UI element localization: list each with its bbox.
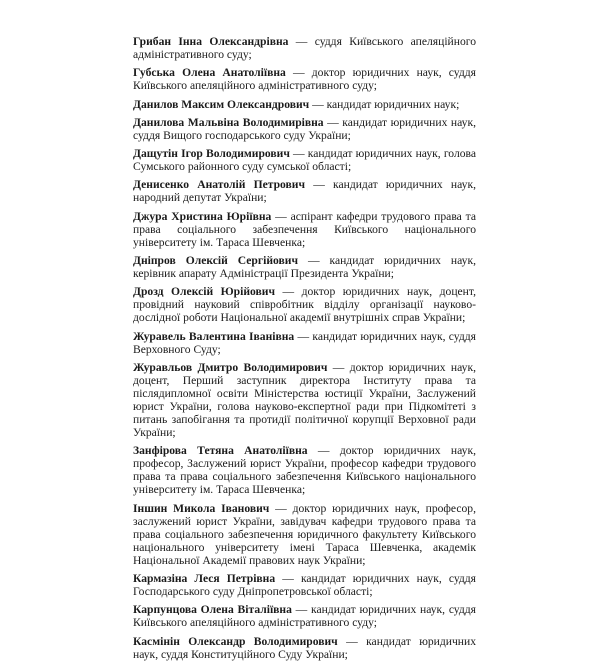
list-item: [133, 66, 476, 92]
person-name: Дащутін Ігор Володимирович: [133, 147, 290, 161]
person-description: доктор юридичних наук, професор, заслужений юрист України, завідувач кафедри трудового права та права соціального забезпечення юридичного факультету Київського національного університету імені Тараса Шевченка, академік Національної Академії правових наук України;: [133, 501, 477, 567]
separator-dash: —: [291, 603, 311, 617]
person-description: кандидат юридичних наук, суддя Конституційного Суду України;: [133, 634, 477, 661]
separator-dash: —: [294, 329, 313, 343]
person-description: кандидат юридичних наук, суддя Київського апеляційного адміністративного суду;: [133, 603, 477, 630]
person-description: кандидат юридичних наук, керівник апарату Адміністрації Президента України;: [133, 253, 476, 281]
list-item: [133, 178, 476, 204]
person-name: Денисенко Анатолій Петрович: [133, 178, 306, 192]
list-item: [133, 210, 476, 249]
person-description: доктор юридичних наук, доцент, провідний науковий співробітник відділу організації науково-дослідної роботи Національної академії внутрішніх справ України;: [133, 285, 476, 325]
separator-dash: —: [327, 360, 350, 374]
list-item: [133, 285, 476, 324]
person-description: кандидат юридичних наук, суддя Господарського суду Дніпропетровської області;: [133, 572, 477, 599]
separator-dash: —: [275, 285, 302, 299]
person-name: Губська Олена Анатоліївна: [133, 66, 286, 80]
person-name: Карпунцова Олена Віталіївна: [133, 603, 292, 617]
list-item: [133, 603, 476, 629]
list-item: [133, 330, 476, 356]
person-name: Іншин Микола Іванович: [133, 501, 270, 515]
person-description: доктор юридичних наук, професор, Заслужений юрист України, професор кафедри трудового права та права соціального забезпечення Київського національного університету ім. Тараса Шевченка;: [133, 444, 476, 497]
list-item: [133, 116, 476, 142]
separator-dash: —: [289, 147, 308, 161]
separator-dash: —: [309, 97, 327, 111]
person-description: доктор юридичних наук, суддя Київського апеляційного адміністративного суду;: [133, 66, 477, 93]
person-name: Кармазіна Леся Петрівна: [133, 572, 276, 586]
list-item: [133, 502, 476, 567]
separator-dash: —: [298, 253, 330, 267]
person-name: Касмінін Олександр Володимирович: [133, 634, 338, 648]
person-description: кандидат юридичних наук, народний депутат України;: [133, 178, 477, 205]
person-name: Дніпров Олексій Сергійович: [133, 253, 299, 267]
person-description: кандидат юридичних наук, голова Сумського районного суду сумської області;: [133, 147, 476, 174]
separator-dash: —: [285, 66, 312, 80]
person-description: аспірант кафедри трудового права та права соціального забезпечення Київського національного університету ім. Тараса Шевченка;: [133, 209, 476, 249]
person-description: кандидат юридичних наук;: [326, 97, 460, 111]
person-name: Данилова Мальвіна Володимирівна: [133, 115, 324, 129]
separator-dash: —: [271, 209, 291, 223]
list-item: [133, 572, 476, 598]
person-description: доктор юридичних наук, доцент, Перший заступник директора Інституту права та післядипломної освіти Міністерства юстиції України, Заслужений юрист України, голова науково-експертної ради при Підкомітеті з питань запобігання та протидії політичної корупції Верховної ради України;: [133, 360, 476, 440]
list-item: [133, 635, 476, 661]
separator-dash: —: [337, 634, 367, 648]
separator-dash: —: [305, 178, 334, 192]
person-description: кандидат юридичних наук, суддя Вищого господарського суду України;: [133, 115, 476, 142]
list-item: [133, 444, 476, 496]
list-item: [133, 98, 476, 111]
list-item: [133, 147, 476, 173]
separator-dash: —: [323, 115, 343, 129]
list-item: [133, 361, 476, 439]
person-name: Грибан Інна Олександрівна: [133, 35, 289, 48]
list-item: [133, 254, 476, 280]
person-name: Джура Христина Юріївна: [133, 209, 272, 223]
person-name: Журавель Валентина Іванівна: [133, 329, 295, 343]
person-name: Журавльов Дмитро Володимирович: [133, 360, 328, 374]
separator-dash: —: [307, 444, 340, 458]
separator-dash: —: [269, 501, 293, 515]
separator-dash: —: [275, 572, 301, 586]
person-name: Данилов Максим Олександрович: [133, 97, 310, 111]
contributor-list: [133, 35, 476, 661]
person-description: кандидат юридичних наук, суддя Верховного Суду;: [133, 329, 476, 356]
person-name: Занфірова Тетяна Анатоліївна: [133, 444, 308, 458]
separator-dash: —: [288, 35, 315, 48]
person-description: суддя Київського апеляційного адміністративного суду;: [133, 35, 477, 62]
list-item: [133, 35, 476, 61]
person-name: Дрозд Олексій Юрійович: [133, 285, 276, 299]
